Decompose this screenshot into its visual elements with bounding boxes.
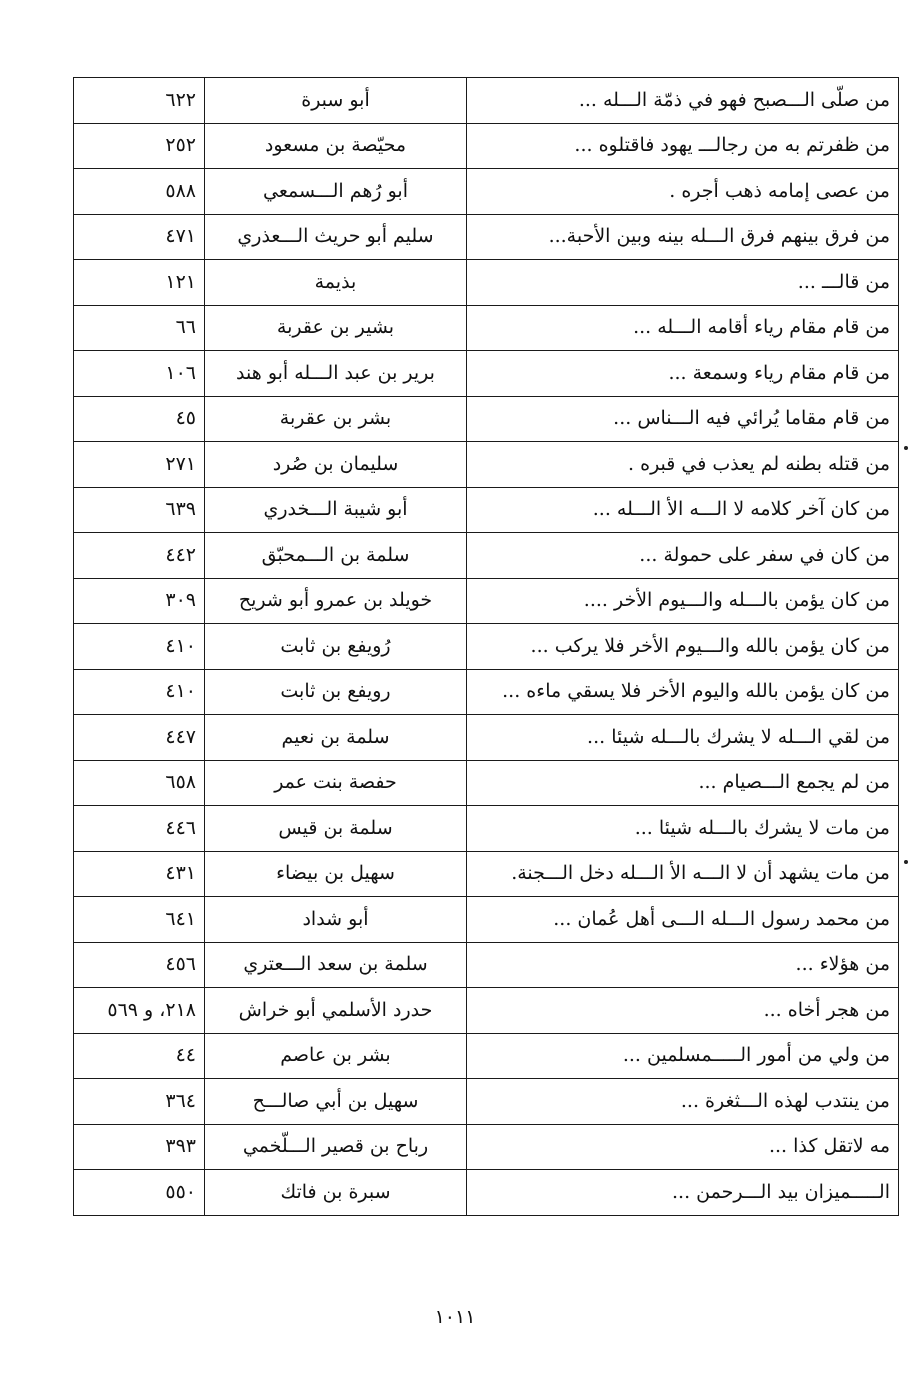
narrator-cell: سهيل بن بيضاء xyxy=(205,851,467,897)
page-ref-cell: ٤١٠ xyxy=(74,669,205,715)
table-row xyxy=(74,897,899,943)
narrator-cell: محيّصة بن مسعود xyxy=(205,123,467,169)
hadith-text-cell: من ظفرتم به من رجالـــ يهود فاقتلوه ... xyxy=(467,123,899,169)
narrator-cell: سلمة بن نعيم xyxy=(205,715,467,761)
narrator-cell: أبو سبرة xyxy=(205,78,467,124)
page-ref-cell: ١٠٦ xyxy=(74,351,205,397)
table-body xyxy=(74,78,899,1216)
table-row xyxy=(74,442,899,488)
table-row xyxy=(74,715,899,761)
hadith-text-cell: من كان آخر كلامه لا الـــه الأ الـــله ... xyxy=(467,487,899,533)
narrator-cell: بشر بن عقربة xyxy=(205,396,467,442)
page-ref-cell: ٣٦٤ xyxy=(74,1079,205,1125)
page-ref-cell: ٢١٨، و ٥٦٩ xyxy=(74,988,205,1034)
table-row xyxy=(74,760,899,806)
table-row xyxy=(74,669,899,715)
narrator-cell: بذيمة xyxy=(205,260,467,306)
page-ref-cell: ٦٢٢ xyxy=(74,78,205,124)
hadith-text-cell: من هؤلاء ... xyxy=(467,942,899,988)
narrator-cell: حدرد الأسلمي أبو خراش xyxy=(205,988,467,1034)
hadith-text-cell: من لم يجمع الـــصيام ... xyxy=(467,760,899,806)
page-ref-cell: ٤٤ xyxy=(74,1033,205,1079)
table-row xyxy=(74,578,899,624)
hadith-text-cell: من كان يؤمن بالـــله والـــيوم الأخر .... xyxy=(467,578,899,624)
narrator-cell: سليمان بن صُرد xyxy=(205,442,467,488)
narrator-cell: أبو رُهم الـــسمعي xyxy=(205,169,467,215)
narrator-cell: سليم أبو حريث الـــعذري xyxy=(205,214,467,260)
hadith-index-table xyxy=(73,77,899,1216)
table-row xyxy=(74,78,899,124)
page-ref-cell: ٤٤٢ xyxy=(74,533,205,579)
narrator-cell: بشر بن عاصم xyxy=(205,1033,467,1079)
hadith-text-cell: مه لاتقل كذا ... xyxy=(467,1124,899,1170)
scan-mark xyxy=(904,446,908,450)
narrator-cell: سلمة بن الـــمحبّق xyxy=(205,533,467,579)
hadith-text-cell: من هجر أخاه ... xyxy=(467,988,899,1034)
table-row xyxy=(74,851,899,897)
table-row xyxy=(74,1124,899,1170)
page-ref-cell: ٤٤٧ xyxy=(74,715,205,761)
narrator-cell: حفصة بنت عمر xyxy=(205,760,467,806)
page-ref-cell: ١٢١ xyxy=(74,260,205,306)
table-row xyxy=(74,1170,899,1216)
narrator-cell: أبو شداد xyxy=(205,897,467,943)
narrator-cell: سهيل بن أبي صالـــح xyxy=(205,1079,467,1125)
hadith-text-cell: من عصى إمامه ذهب أجره . xyxy=(467,169,899,215)
hadith-text-cell: من كان يؤمن بالله والـــيوم الأخر فلا يركب ... xyxy=(467,624,899,670)
page-ref-cell: ٢٥٢ xyxy=(74,123,205,169)
page-ref-cell: ٤٥٦ xyxy=(74,942,205,988)
page-number: ١٠١١ xyxy=(434,1306,476,1328)
hadith-text-cell: من قام مقام رياء أقامه الـــله ... xyxy=(467,305,899,351)
narrator-cell: سبرة بن فاتك xyxy=(205,1170,467,1216)
page-ref-cell: ٦٥٨ xyxy=(74,760,205,806)
hadith-text-cell: من كان يؤمن بالله واليوم الأخر فلا يسقي ماءه ... xyxy=(467,669,899,715)
hadith-text-cell: من فرق بينهم فرق الـــله بينه وبين الأحبة... xyxy=(467,214,899,260)
table-row xyxy=(74,942,899,988)
narrator-cell: رباح بن قصير الـــلّخمي xyxy=(205,1124,467,1170)
page-ref-cell: ٥٥٠ xyxy=(74,1170,205,1216)
narrator-cell: رويفع بن ثابت xyxy=(205,669,467,715)
hadith-text-cell: من قالـــ ... xyxy=(467,260,899,306)
table-row xyxy=(74,533,899,579)
scan-mark xyxy=(904,860,908,864)
hadith-text-cell: من مات لا يشرك بالـــله شيئا ... xyxy=(467,806,899,852)
hadith-text-cell: من لقي الـــله لا يشرك بالـــله شيئا ... xyxy=(467,715,899,761)
page-ref-cell: ٤٣١ xyxy=(74,851,205,897)
page-ref-cell: ٣٩٣ xyxy=(74,1124,205,1170)
hadith-text-cell: من قتله بطنه لم يعذب في قبره . xyxy=(467,442,899,488)
page-ref-cell: ٦٣٩ xyxy=(74,487,205,533)
table-row xyxy=(74,1033,899,1079)
table-row xyxy=(74,351,899,397)
hadith-text-cell: من كان في سفر على حمولة ... xyxy=(467,533,899,579)
hadith-text-cell: من مات يشهد أن لا الـــه الأ الـــله دخل الـــجنة. xyxy=(467,851,899,897)
hadith-text-cell: من محمد رسول الـــله الـــى أهل عُمان ... xyxy=(467,897,899,943)
table-row xyxy=(74,305,899,351)
page-ref-cell: ٦٤١ xyxy=(74,897,205,943)
page-ref-cell: ٤٤٦ xyxy=(74,806,205,852)
narrator-cell: برير بن عبد الـــله أبو هند xyxy=(205,351,467,397)
narrator-cell: رُويفع بن ثابت xyxy=(205,624,467,670)
narrator-cell: سلمة بن قيس xyxy=(205,806,467,852)
narrator-cell: بشير بن عقربة xyxy=(205,305,467,351)
hadith-text-cell: من صلّى الـــصبح فهو في ذمّة الـــله ... xyxy=(467,78,899,124)
hadith-text-cell: الـــــميزان بيد الـــرحمن ... xyxy=(467,1170,899,1216)
table-row xyxy=(74,260,899,306)
table-row xyxy=(74,169,899,215)
page-ref-cell: ٥٨٨ xyxy=(74,169,205,215)
page-ref-cell: ٤١٠ xyxy=(74,624,205,670)
page-ref-cell: ٢٧١ xyxy=(74,442,205,488)
narrator-cell: أبو شيبة الـــخدري xyxy=(205,487,467,533)
page-ref-cell: ٤٥ xyxy=(74,396,205,442)
table-row xyxy=(74,123,899,169)
page-ref-cell: ٣٠٩ xyxy=(74,578,205,624)
narrator-cell: سلمة بن سعد الـــعتري xyxy=(205,942,467,988)
table-row xyxy=(74,624,899,670)
table-row xyxy=(74,806,899,852)
page-ref-cell: ٤٧١ xyxy=(74,214,205,260)
table-row xyxy=(74,1079,899,1125)
page-ref-cell: ٦٦ xyxy=(74,305,205,351)
narrator-cell: خويلد بن عمرو أبو شريح xyxy=(205,578,467,624)
hadith-text-cell: من ولي من أمور الـــــمسلمين ... xyxy=(467,1033,899,1079)
hadith-text-cell: من قام مقام رياء وسمعة ... xyxy=(467,351,899,397)
table-row xyxy=(74,396,899,442)
hadith-text-cell: من ينتدب لهذه الـــثغرة ... xyxy=(467,1079,899,1125)
table-row xyxy=(74,988,899,1034)
table-row xyxy=(74,487,899,533)
table-row xyxy=(74,214,899,260)
hadith-text-cell: من قام مقاما يُرائي فيه الـــناس ... xyxy=(467,396,899,442)
